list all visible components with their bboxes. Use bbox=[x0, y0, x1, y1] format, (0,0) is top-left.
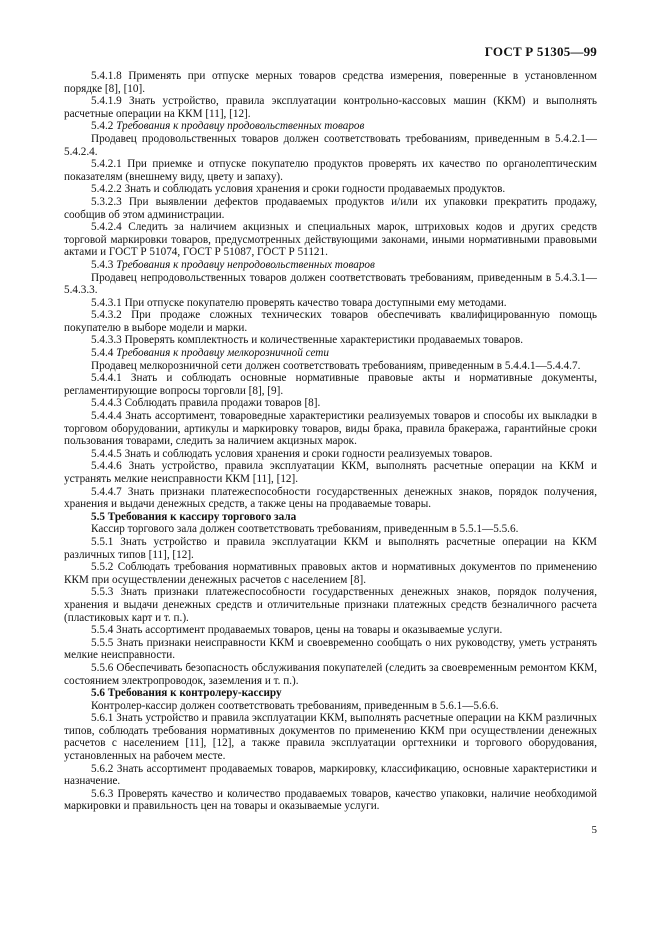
clause-paragraph: Продавец непродовольственных товаров должен соответствовать требованиям, приведенным в 5.4.3.1—5.4.3.3. bbox=[64, 271, 597, 297]
subsection-title: Требования к продавцу непродовольственных товаров bbox=[116, 258, 375, 271]
clause-paragraph: 5.6.1 Знать устройство и правила эксплуатации ККМ, выполнять расчетные операции на ККМ различных типов, соблюдать требования нормативных документов по применению ККМ при осуществлении денежных расчетов с населением [11], [12], а также правила эксплуатации оргтехники и торгового оборудования, установленных на рабочем месте. bbox=[64, 712, 597, 763]
clause-paragraph: 5.4.3.2 При продаже сложных технических товаров обеспечивать квалифицированную помощь покупателю в выборе модели и марки. bbox=[64, 309, 597, 334]
section-heading: 5.6 Требования к контролеру-кассиру bbox=[91, 687, 282, 700]
clause-paragraph: 5.4.4.4 Знать ассортимент, товароведные характеристики реализуемых товаров и способы их выкладки в торговом оборудовании, артикулы и маркировку товаров, виды брака, правила бракеража, гарантийные сроки пользования товарами, следить за наличием акцизных марок. bbox=[64, 410, 597, 448]
subsection-number: 5.4.2 bbox=[91, 120, 114, 133]
clause-paragraph: Продавец мелкорозничной сети должен соответствовать требованиям, приведенным в 5.4.4.1—5.4.4.7. bbox=[91, 359, 581, 372]
subsection-number: 5.4.3 bbox=[91, 258, 114, 271]
clause-paragraph: 5.4.3.1 При отпуске покупателю проверять качество товара доступными ему методами. bbox=[91, 296, 507, 309]
clause-paragraph: Контролер-кассир должен соответствовать требованиям, приведенным в 5.6.1—5.6.6. bbox=[91, 699, 499, 712]
section-heading: 5.5 Требования к кассиру торгового зала bbox=[91, 510, 297, 523]
clause-paragraph: 5.4.1.8 Применять при отпуске мерных товаров средства измерения, поверенные в установленном порядке [8], [10]. bbox=[64, 70, 597, 95]
clause-paragraph: 5.5.2 Соблюдать требования нормативных правовых актов и нормативных документов по применению ККМ при осуществлении денежных расчетов с населением [8]. bbox=[64, 561, 597, 586]
clause-paragraph: 5.4.2.2 Знать и соблюдать условия хранения и сроки годности продаваемых продуктов. bbox=[91, 183, 506, 196]
clause-paragraph: Кассир торгового зала должен соответствовать требованиям, приведенным в 5.5.1—5.5.6. bbox=[91, 523, 519, 536]
clause-paragraph: 5.4.4.3 Соблюдать правила продажи товаров [8]. bbox=[91, 397, 321, 410]
subsection-heading bbox=[64, 259, 597, 272]
clause-paragraph: 5.5.4 Знать ассортимент продаваемых товаров, цены на товары и оказываемые услуги. bbox=[91, 624, 503, 637]
clause-paragraph: 5.5.3 Знать признаки платежеспособности государственных денежных знаков, порядок получения, хранения и выдачи денежных средств и отличительные признаки платежных средств безналичного расчета (пластиковых карт и т. п.). bbox=[64, 586, 597, 624]
subsection-number: 5.4.4 bbox=[91, 347, 114, 360]
subsection-title: Требования к продавцу мелкорозничной сети bbox=[116, 347, 329, 360]
subsection-heading bbox=[64, 120, 597, 133]
clause-paragraph: 5.6.3 Проверять качество и количество продаваемых товаров, качество упаковки, наличие необходимой маркировки и правильность цен на товары и оказываемые услуги. bbox=[64, 787, 597, 813]
clause-paragraph: 5.4.2.1 При приемке и отпуске покупателю продуктов проверять их качество по органолептическим показателям (внешнему виду, цвету и запаху). bbox=[64, 158, 597, 183]
document-id: ГОСТ Р 51305—99 bbox=[484, 44, 597, 59]
clause-paragraph: 5.5.1 Знать устройство и правила эксплуатации ККМ и выполнять расчетные операции на ККМ различных типов [11], [12]. bbox=[64, 535, 597, 561]
page-number: 5 bbox=[591, 824, 597, 836]
subsection-heading bbox=[64, 347, 597, 360]
clause-paragraph: 5.4.2.4 Следить за наличием акцизных и специальных марок, штриховых кодов и других средств торговой маркировки товаров, предусмотренных действующими законами, иными нормативными правовыми актами и ГОСТ Р 51074, ГОСТ Р 51087, ГОСТ Р 51121. bbox=[64, 221, 597, 259]
clause-paragraph: Продавец продовольственных товаров должен соответствовать требованиям, приведенным в 5.4.2.1—5.4.2.4. bbox=[64, 132, 597, 158]
clause-paragraph: 5.5.6 Обеспечивать безопасность обслуживания покупателей (следить за своевременным ремонтом ККМ, состоянием электропроводок, заземления и т. п.). bbox=[64, 661, 597, 687]
clause-paragraph: 5.4.4.1 Знать и соблюдать основные нормативные правовые акты и нормативные документы, регламентирующие вопросы торговли [8], [9]. bbox=[64, 372, 597, 397]
document-body bbox=[64, 70, 597, 813]
clause-paragraph: 5.4.4.7 Знать признаки платежеспособности государственных денежных знаков, порядок получения, хранения и выдачи денежных средств, а также цены на продаваемые товары. bbox=[64, 485, 597, 511]
clause-paragraph: 5.3.2.3 При выявлении дефектов продаваемых продуктов и/или их упаковки прекратить продажу, сообщив об этом администрации. bbox=[64, 195, 597, 221]
subsection-title: Требования к продавцу продовольственных товаров bbox=[116, 120, 365, 133]
clause-paragraph: 5.5.5 Знать признаки неисправности ККМ и своевременно сообщать о них руководству, уметь устранять мелкие неисправности. bbox=[64, 636, 597, 662]
clause-paragraph: 5.4.4.5 Знать и соблюдать условия хранения и сроки годности реализуемых товаров. bbox=[91, 447, 493, 460]
clause-paragraph: 5.6.2 Знать ассортимент продаваемых товаров, маркировку, классификацию, основные характеристики и назначение. bbox=[64, 762, 597, 788]
clause-paragraph: 5.4.4.6 Знать устройство, правила эксплуатации ККМ, выполнять расчетные операции на ККМ и устранять мелкие неисправности ККМ [11], [12]. bbox=[64, 460, 597, 485]
clause-paragraph: 5.4.3.3 Проверять комплектность и количественные характеристики продаваемых товаров. bbox=[91, 334, 524, 347]
clause-paragraph: 5.4.1.9 Знать устройство, правила эксплуатации контрольно-кассовых машин (ККМ) и выполнять расчетные операции на ККМ [11], [12]. bbox=[64, 95, 597, 120]
